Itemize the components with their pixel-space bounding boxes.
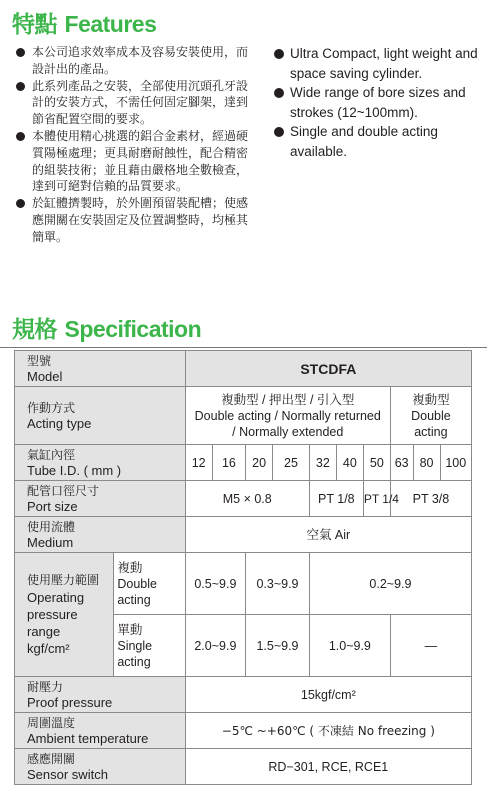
bullet-icon bbox=[16, 48, 25, 57]
table-row bbox=[15, 445, 472, 481]
specification-table bbox=[14, 350, 472, 785]
bullet-icon bbox=[274, 127, 284, 137]
pressure-single-value: 2.0~9.9 bbox=[185, 615, 245, 677]
port-size-cell: PT 3/8 bbox=[390, 481, 471, 517]
proof-pressure-label: 耐壓力 Proof pressure bbox=[15, 677, 186, 713]
pressure-single-label: 單動 Single acting bbox=[114, 615, 185, 677]
list-item: 此系列產品之安裝，全部使用沉頭孔牙設計的安裝方式，不需任何固定腳架，達到節省配置空間的要求。 bbox=[14, 78, 250, 128]
table-row bbox=[15, 713, 472, 749]
acting-type-single: 複動型 Double acting bbox=[390, 387, 471, 445]
list-item: Ultra Compact, light weight and space saving cylinder. bbox=[272, 44, 482, 83]
list-item: Single and double acting available. bbox=[272, 122, 482, 161]
medium-label: 使用流體 Medium bbox=[15, 517, 186, 553]
features-zh-list bbox=[14, 44, 250, 246]
pressure-double-value: 0.3~9.9 bbox=[246, 553, 310, 615]
bullet-icon bbox=[16, 82, 25, 91]
list-item: 本體使用精心挑選的鋁合金素材，經過硬質陽極處理；更具耐磨耐蝕性，配合精密的組裝技術；並且藉由嚴格地全數檢查，達到可絕對信賴的品質要求。 bbox=[14, 128, 250, 195]
tube-id-label: 氣缸內徑 Tube I.D. ( mm ) bbox=[15, 445, 186, 481]
pressure-single-value: — bbox=[390, 615, 471, 677]
section-divider bbox=[0, 347, 487, 348]
acting-type-double: 複動型 / 押出型 / 引入型 Double acting / Normally returned / Normally extended bbox=[185, 387, 390, 445]
medium-value: 空氣 Air bbox=[185, 517, 471, 553]
list-item: 本公司追求效率成本及容易安裝使用，而設計出的產品。 bbox=[14, 44, 250, 78]
tube-size-cell: 25 bbox=[273, 445, 310, 481]
pressure-double-value: 0.2~9.9 bbox=[309, 553, 471, 615]
table-row bbox=[15, 481, 472, 517]
bullet-icon bbox=[274, 88, 284, 98]
port-size-cell: PT 1/8 bbox=[309, 481, 363, 517]
ambient-temperature-value: −5℃ ~+60℃ ( 不凍結 No freezing ) bbox=[185, 713, 471, 749]
features-en-list bbox=[272, 44, 482, 161]
bullet-icon bbox=[274, 49, 284, 59]
tube-size-cell: 32 bbox=[309, 445, 336, 481]
bullet-icon bbox=[16, 132, 25, 141]
port-size-cell: M5 × 0.8 bbox=[185, 481, 309, 517]
table-row bbox=[15, 553, 472, 615]
features-heading bbox=[12, 6, 156, 39]
table-row bbox=[15, 351, 472, 387]
tube-size-cell: 80 bbox=[413, 445, 440, 481]
list-item: Wide range of bore sizes and strokes (12~100mm). bbox=[272, 83, 482, 122]
table-row bbox=[15, 387, 472, 445]
pressure-single-value: 1.0~9.9 bbox=[309, 615, 390, 677]
tube-size-cell: 63 bbox=[390, 445, 413, 481]
spec-title-en: Specification bbox=[64, 316, 202, 342]
specification-heading bbox=[12, 311, 201, 344]
bullet-icon bbox=[16, 199, 25, 208]
table-row bbox=[15, 517, 472, 553]
ambient-temperature-label: 周圍溫度 Ambient temperature bbox=[15, 713, 186, 749]
pressure-single-value: 1.5~9.9 bbox=[246, 615, 310, 677]
tube-size-cell: 50 bbox=[363, 445, 390, 481]
features-title-zh: 特點 bbox=[12, 12, 57, 38]
spec-title-zh: 規格 bbox=[12, 317, 57, 343]
tube-size-cell: 40 bbox=[336, 445, 363, 481]
port-size-cell: PT 1/4 bbox=[363, 481, 390, 517]
tube-size-cell: 12 bbox=[185, 445, 212, 481]
pressure-double-value: 0.5~9.9 bbox=[185, 553, 245, 615]
table-row bbox=[15, 677, 472, 713]
list-item: 於缸體擠製時，於外圍預留裝配槽；使感應開關在安裝固定及位置調整時，均極其簡單。 bbox=[14, 195, 250, 245]
features-title-en: Features bbox=[64, 11, 157, 37]
port-size-label: 配管口徑尺寸 Port size bbox=[15, 481, 186, 517]
acting-type-label: 作動方式 Acting type bbox=[15, 387, 186, 445]
tube-size-cell: 16 bbox=[212, 445, 245, 481]
proof-pressure-value: 15kgf/cm² bbox=[185, 677, 471, 713]
model-label: 型號 Model bbox=[15, 351, 186, 387]
sensor-switch-label: 感應開關 Sensor switch bbox=[15, 749, 186, 785]
tube-size-cell: 20 bbox=[246, 445, 273, 481]
operating-pressure-label: 使用壓力範圍 Operating pressure range kgf/cm² bbox=[15, 553, 114, 677]
pressure-double-label: 複動 Double acting bbox=[114, 553, 185, 615]
tube-size-cell: 100 bbox=[440, 445, 471, 481]
table-row bbox=[15, 749, 472, 785]
sensor-switch-value: RD−301, RCE, RCE1 bbox=[185, 749, 471, 785]
model-value: STCDFA bbox=[185, 351, 471, 387]
